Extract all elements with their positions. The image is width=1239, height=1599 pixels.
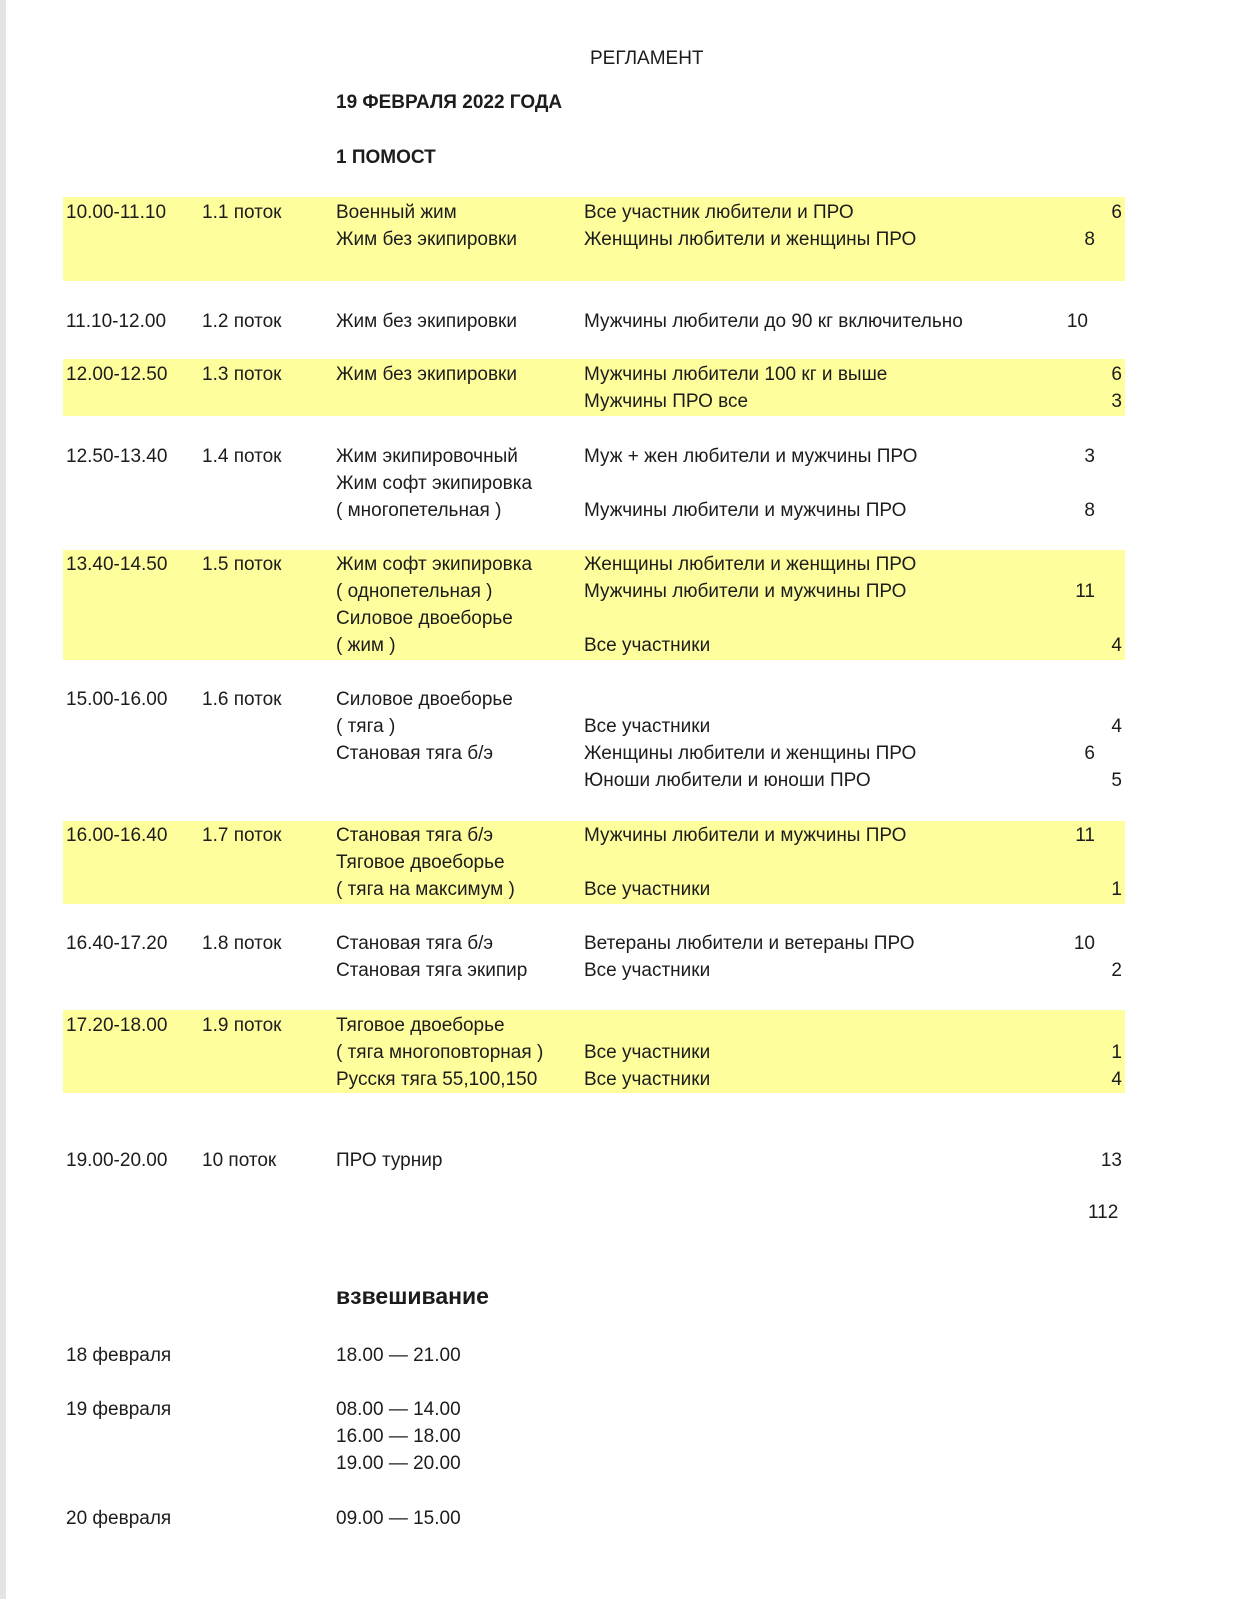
row-flow: 1.3 поток (202, 364, 282, 385)
row-participants: Юноши любители и юноши ПРО (584, 770, 871, 791)
row-participants: Мужчины любители и мужчины ПРО (584, 825, 907, 846)
row-discipline: ПРО турнир (336, 1150, 443, 1171)
row-participants: Мужчины ПРО все (584, 391, 749, 412)
row-time: 15.00-16.00 (66, 689, 168, 710)
row-count: 8 (1084, 500, 1095, 521)
weighing-day: 19 февраля (66, 1399, 172, 1420)
row-discipline: Силовое двоеборье (336, 608, 513, 629)
row-count: 4 (1111, 716, 1122, 737)
row-discipline: Русскя тяга 55,100,150 (336, 1069, 538, 1090)
row-discipline: ( однопетельная ) (336, 581, 493, 602)
row-count: 1 (1111, 1042, 1122, 1063)
row-participants: Все участники (584, 1069, 711, 1090)
row-count: 10 (1066, 311, 1088, 332)
row-count: 3 (1111, 391, 1122, 412)
row-time: 17.20-18.00 (66, 1015, 168, 1036)
row-count: 4 (1111, 635, 1122, 656)
row-participants: Все участники (584, 635, 711, 656)
row-participants: Мужчины любители 100 кг и выше (584, 364, 888, 385)
row-participants: Мужчины любители и мужчины ПРО (584, 581, 907, 602)
row-discipline: Становая тяга б/э (336, 933, 494, 954)
row-discipline: Жим без экипировки (336, 364, 517, 385)
row-discipline: ( жим ) (336, 635, 396, 656)
row-count: 5 (1111, 770, 1122, 791)
row-count: 4 (1111, 1069, 1122, 1090)
weighing-time: 16.00 — 18.00 (336, 1426, 461, 1447)
row-time: 10.00-11.10 (66, 202, 167, 223)
row-participants: Все участники (584, 1042, 711, 1063)
doc-title: РЕГЛАМЕНТ (590, 48, 704, 69)
row-participants: Муж + жен любители и мужчины ПРО (584, 446, 918, 467)
weighing-time: 09.00 — 15.00 (336, 1508, 461, 1529)
total-count: 112 (1088, 1202, 1119, 1223)
row-count: 11 (1075, 581, 1095, 602)
weighing-time: 19.00 — 20.00 (336, 1453, 461, 1474)
row-discipline: ( тяга ) (336, 716, 396, 737)
row-discipline: Жим софт экипировка (336, 473, 533, 494)
row-participants: Все участники (584, 716, 711, 737)
row-count: 6 (1084, 743, 1095, 764)
row-participants: Ветераны любители и ветераны ПРО (584, 933, 915, 954)
row-discipline: ( многопетельная ) (336, 500, 502, 521)
row-discipline: Становая тяга б/э (336, 825, 494, 846)
row-discipline: Становая тяга б/э (336, 743, 494, 764)
row-count: 10 (1073, 933, 1095, 954)
row-flow: 1.6 поток (202, 689, 282, 710)
date-heading: 19 ФЕВРАЛЯ 2022 ГОДА (336, 92, 563, 113)
row-time: 16.40-17.20 (66, 933, 168, 954)
row-count: 6 (1111, 202, 1122, 223)
row-flow: 1.4 поток (202, 446, 282, 467)
row-participants: Все участники (584, 879, 711, 900)
row-count: 11 (1075, 825, 1095, 846)
weighing-day: 18 февраля (66, 1345, 172, 1366)
row-flow: 1.2 поток (202, 311, 282, 332)
row-discipline: Жим без экипировки (336, 229, 517, 250)
row-discipline: Силовое двоеборье (336, 689, 513, 710)
row-count: 13 (1100, 1150, 1122, 1171)
row-discipline: Становая тяга экипир (336, 960, 528, 981)
row-participants: Женщины любители и женщины ПРО (584, 743, 917, 764)
weighing-time: 18.00 — 21.00 (336, 1345, 461, 1366)
row-time: 11.10-12.00 (66, 311, 167, 332)
row-flow: 1.8 поток (202, 933, 282, 954)
row-participants: Все участник любители и ПРО (584, 202, 854, 223)
row-time: 12.00-12.50 (66, 364, 168, 385)
platform-heading: 1 ПОМОСТ (336, 147, 436, 168)
row-participants: Все участники (584, 960, 711, 981)
row-discipline: Тяговое двоеборье (336, 1015, 505, 1036)
row-time: 16.00-16.40 (66, 825, 168, 846)
row-discipline: Жим софт экипировка (336, 554, 533, 575)
row-count: 3 (1084, 446, 1095, 467)
row-discipline: ( тяга многоповторная ) (336, 1042, 544, 1063)
row-time: 19.00-20.00 (66, 1150, 168, 1171)
row-time: 13.40-14.50 (66, 554, 168, 575)
row-count: 2 (1111, 960, 1122, 981)
row-discipline: Жим экипировочный (336, 446, 518, 467)
row-discipline: Жим без экипировки (336, 311, 517, 332)
row-participants: Женщины любители и женщины ПРО (584, 229, 917, 250)
row-flow: 10 поток (202, 1150, 277, 1171)
row-participants: Мужчины любители и мужчины ПРО (584, 500, 907, 521)
row-flow: 1.5 поток (202, 554, 282, 575)
weighing-day: 20 февраля (66, 1508, 172, 1529)
row-flow: 1.1 поток (202, 202, 282, 223)
row-discipline: Тяговое двоеборье (336, 852, 505, 873)
row-flow: 1.7 поток (202, 825, 282, 846)
row-discipline: ( тяга на максимум ) (336, 879, 515, 900)
row-discipline: Военный жим (336, 202, 457, 223)
row-count: 6 (1111, 364, 1122, 385)
row-count: 8 (1084, 229, 1095, 250)
weighing-heading: взвешивание (336, 1283, 489, 1309)
row-count: 1 (1111, 879, 1122, 900)
row-participants: Мужчины любители до 90 кг включительно (584, 311, 963, 332)
weighing-time: 08.00 — 14.00 (336, 1399, 461, 1420)
row-participants: Женщины любители и женщины ПРО (584, 554, 917, 575)
page-edge (0, 0, 6, 1599)
row-flow: 1.9 поток (202, 1015, 282, 1036)
row-time: 12.50-13.40 (66, 446, 168, 467)
